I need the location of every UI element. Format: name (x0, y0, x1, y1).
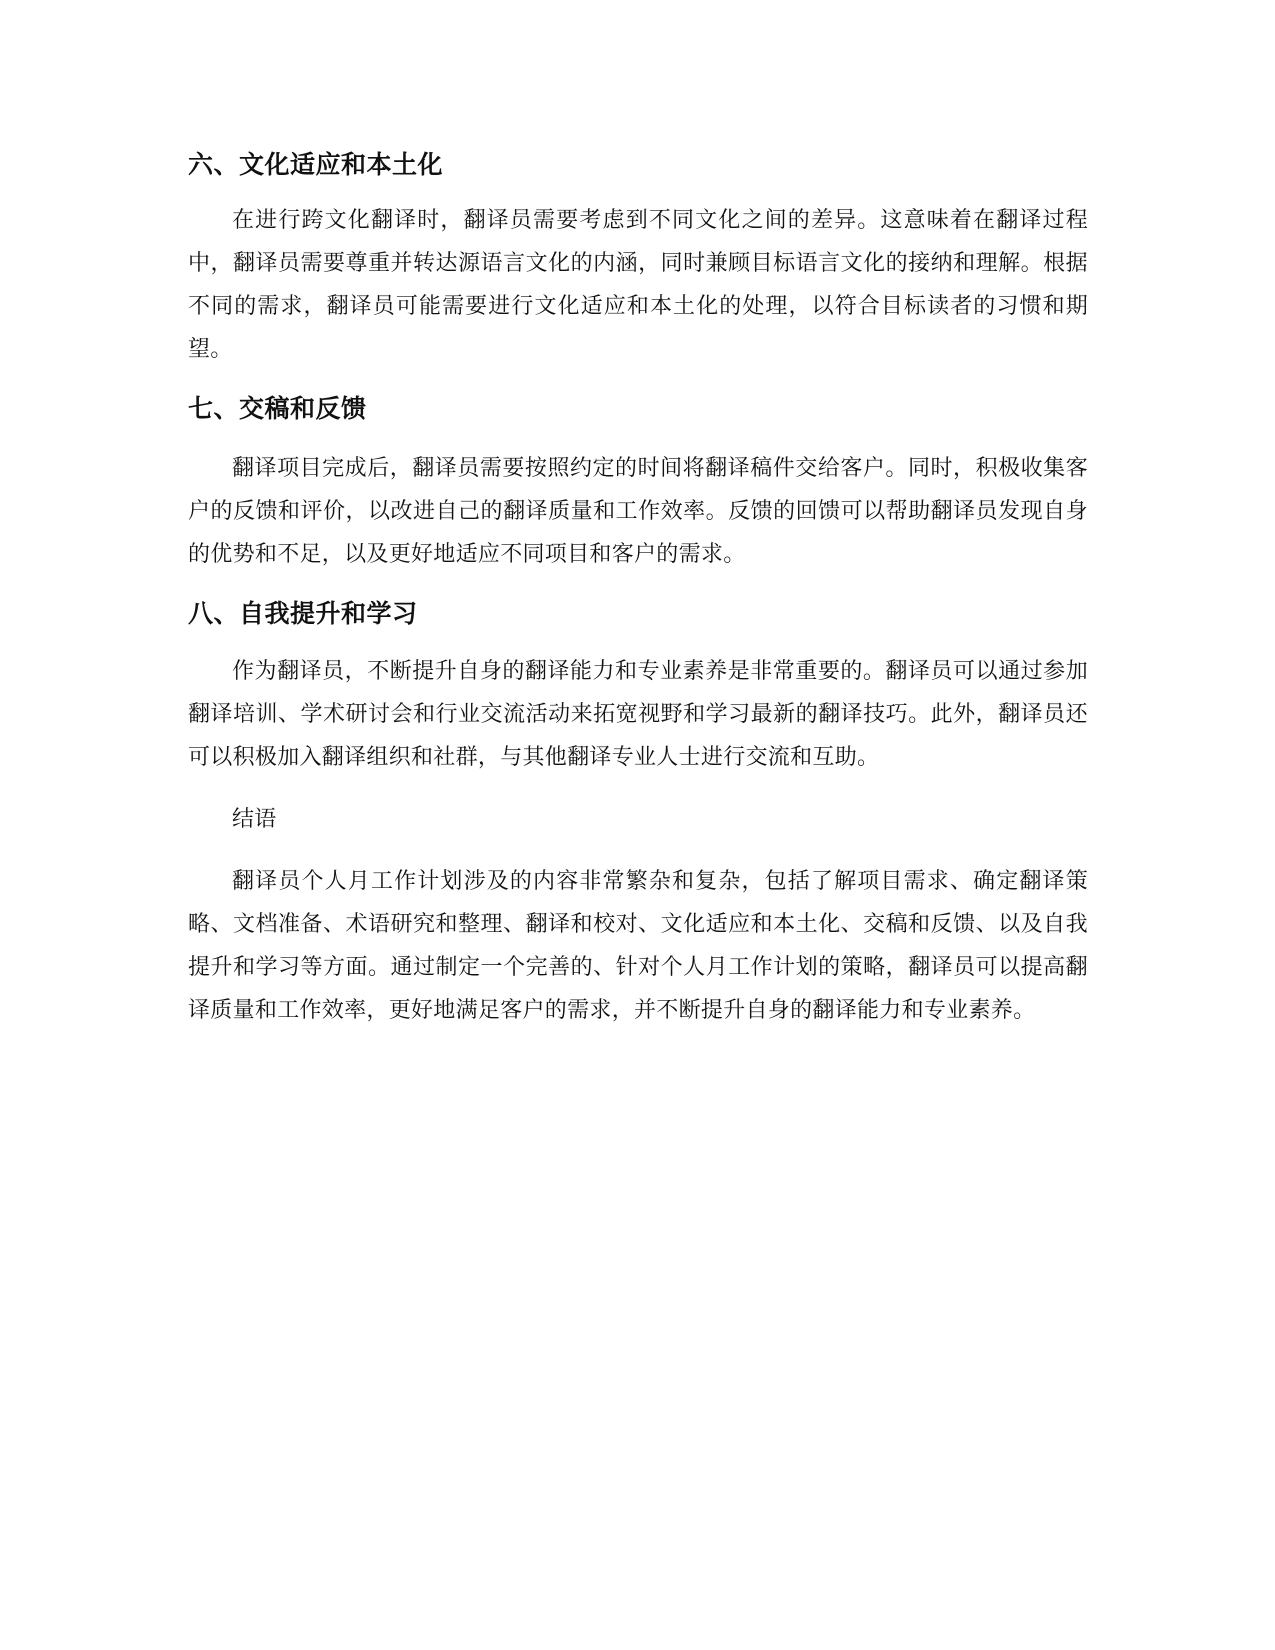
conclusion-paragraph: 翻译员个人月工作计划涉及的内容非常繁杂和复杂，包括了解项目需求、确定翻译策略、文档准备、术语研究和整理、翻译和校对、文化适应和本土化、交稿和反馈、以及自我提升和学习等方面。通过制定一个完善的、针对个人月工作计划的策略，翻译员可以提高翻译质量和工作效率，更好地满足客户的需求，并不断提升自身的翻译能力和专业素养。 (188, 869, 1088, 1023)
document-page (188, 135, 1088, 1032)
section-paragraph-self-improvement: 作为翻译员，不断提升自身的翻译能力和专业素养是非常重要的。翻译员可以通过参加翻译培训、学术研讨会和行业交流活动来拓宽视野和学习最新的翻译技巧。此外，翻译员还可以积极加入翻译组织和社群，与其他翻译专业人士进行交流和互助。 (188, 659, 1088, 770)
section-heading-self-improvement: 八、自我提升和学习 (188, 599, 418, 628)
conclusion-title: 结语 (232, 807, 277, 832)
section-paragraph-cultural-adaptation: 在进行跨文化翻译时，翻译员需要考虑到不同文化之间的差异。这意味着在翻译过程中，翻译员需要尊重并转达源语言文化的内涵，同时兼顾目标语言文化的接纳和理解。根据不同的需求，翻译员可能需要进行文化适应和本土化的处理，以符合目标读者的习惯和期望。 (188, 208, 1088, 362)
section-paragraph-delivery-feedback: 翻译项目完成后，翻译员需要按照约定的时间将翻译稿件交给客户。同时，积极收集客户的反馈和评价，以改进自己的翻译质量和工作效率。反馈的回馈可以帮助翻译员发现自身的优势和不足，以及更好地适应不同项目和客户的需求。 (188, 456, 1088, 567)
section-heading-delivery-feedback: 七、交稿和反馈 (188, 394, 367, 423)
section-heading-cultural-adaptation: 六、文化适应和本土化 (188, 150, 444, 179)
